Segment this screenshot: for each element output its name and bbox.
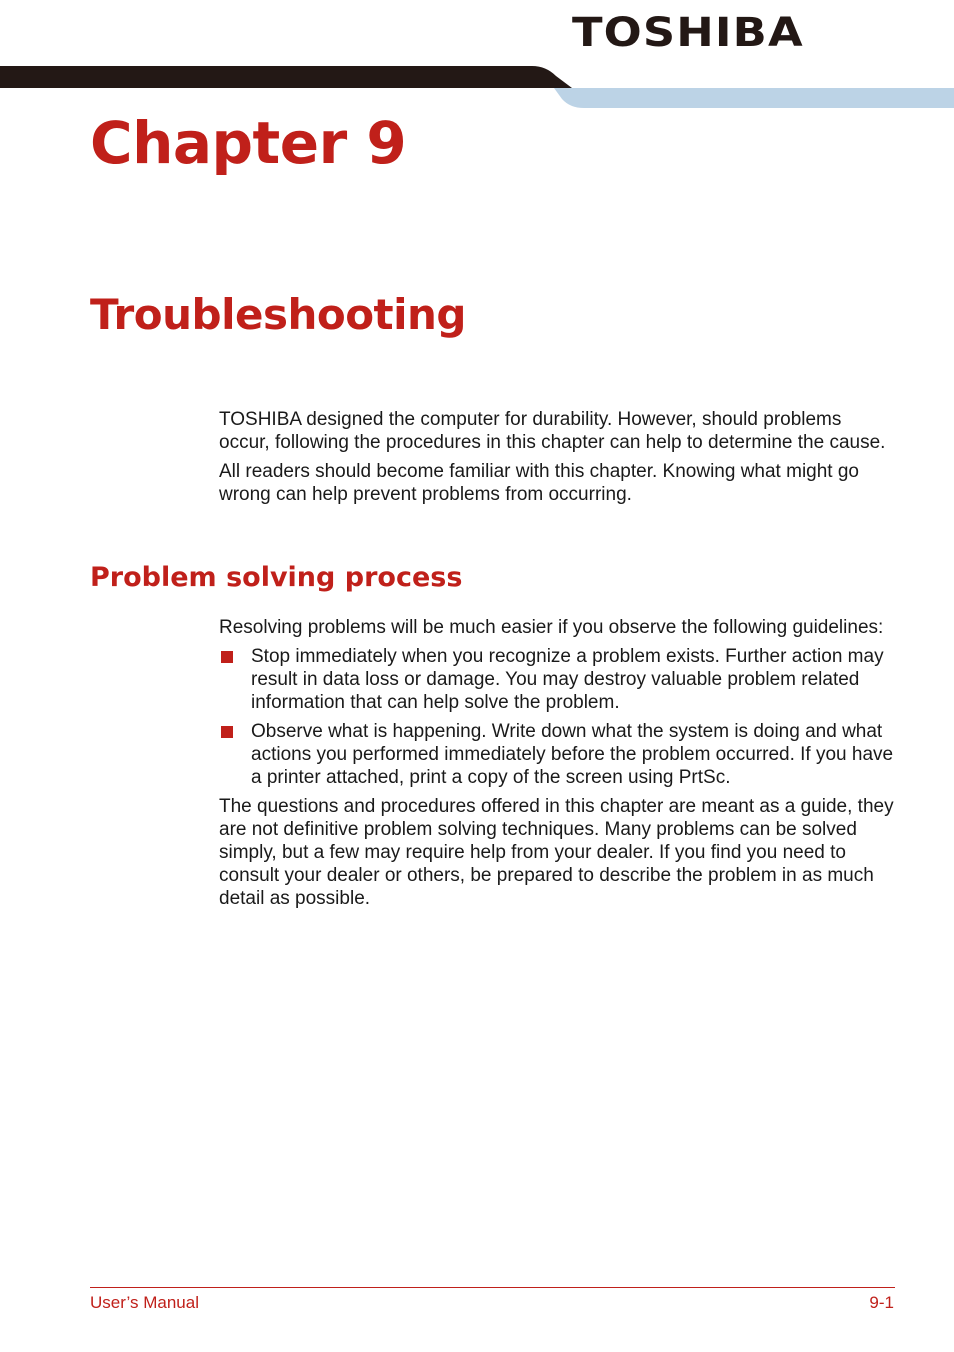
header-band-light: [554, 88, 954, 108]
intro-paragraph: All readers should become familiar with this chapter. Knowing what might go wrong can help prevent problems from occurring.: [219, 461, 859, 505]
closing-paragraph: The questions and procedures offered in this chapter are meant as a guide, they are not definitive problem solving techniques. Many problems can be solved simply, but a few may require help from your dealer. If you find you need to consult your dealer or others, be prepared to describe the problem in as much detail as possible.: [219, 796, 894, 909]
guideline-item: [219, 645, 895, 714]
chapter-title: Chapter 9: [90, 109, 407, 177]
guideline-text: Stop immediately when you recognize a problem exists. Further action may result in data loss or damage. You may destroy valuable problem related information that can help solve the problem.: [251, 646, 884, 713]
guideline-item: [219, 720, 895, 789]
square-bullet-icon: [221, 726, 233, 738]
intro-paragraph: TOSHIBA designed the computer for durability. However, should problems occur, following the procedures in this chapter can help to determine the cause.: [219, 409, 886, 453]
footer-page-number: 9-1: [869, 1293, 894, 1312]
section-title: Troubleshooting: [90, 290, 466, 339]
header-band-dark: [0, 66, 572, 88]
footer-manual-label: User’s Manual: [90, 1293, 199, 1312]
guideline-text: Observe what is happening. Write down what the system is doing and what actions you performed immediately before the problem occurred. If you have a printer attached, print a copy of the screen using PrtSc.: [251, 721, 894, 788]
toshiba-logo: TOSHIBA: [572, 10, 804, 56]
process-text: [219, 616, 895, 916]
header-band: [0, 66, 954, 110]
intro-text: [219, 408, 895, 512]
square-bullet-icon: [221, 651, 233, 663]
guideline-list: [219, 645, 895, 789]
subsection-title: Problem solving process: [90, 562, 463, 593]
footer-rule: [90, 1287, 895, 1288]
lead-paragraph: Resolving problems will be much easier if you observe the following guidelines:: [219, 617, 884, 638]
